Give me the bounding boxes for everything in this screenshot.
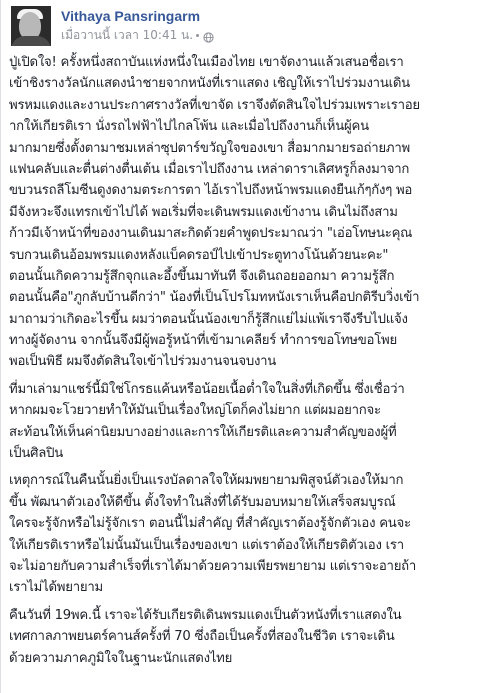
post-paragraph xyxy=(9,52,493,373)
text-line: ตอนนั้นเกิดความรู้สึกจุกและอึ้งขึ้นมาทันที จึงเดินถอยออกมา ความรู้สึก xyxy=(9,268,395,284)
text-line: เทศกาลภาพยนตร์คานส์ครั้งที่ 70 ซึ่งถือเป็นครั้งที่สองในชีวิต เราจะเดิน xyxy=(9,629,395,645)
text-line: มาถามว่าเกิดอะไรขึ้น ผมว่าตอนนั้นน้องเขาก็รู้สึกแย่ไม่แพ้เราจึงรีบไปแจ้ง xyxy=(9,311,408,327)
post-timestamp-row xyxy=(61,26,214,44)
text-line: สะท้อนให้เห็นค่านิยมบางอย่างและการให้เกียรติและความสำคัญของผู้ที่ xyxy=(9,424,397,440)
post-paragraph xyxy=(9,470,493,598)
text-line: ด้วยความภาคภูมิใจในฐานะนักแสดงไทย xyxy=(9,650,233,666)
text-line: รบกวนเดินอ้อมพรมแดงหลังแบ็คดรอป์ไปเข้าประตูทางโน้นด้วยนะคะ" xyxy=(9,247,389,263)
text-line: ก้าวมีเจ้าหน้าที่ของงานเดินมาสะกิดด้วยคำพูดประมาณว่า "เอ่อโทษนะคุณ xyxy=(9,226,413,242)
text-line: ทางผู้จัดงาน จากนั้นจึงมีผู้พอรู้หน้าที่เข้ามาเคลียร์ ทำการขอโทษขอโพย xyxy=(9,333,397,349)
text-line: มีจังหวะจึงแทรกเข้าไปได้ พอเริ่มที่จะเดินพรมแดงเข้างาน เดินไม่ถึงสาม xyxy=(9,204,398,220)
text-line: พอเป็นพิธี ผมจึงตัดสินใจเข้าไปร่วมงานจนจบงาน xyxy=(9,354,277,370)
text-line: เหตุการณ์ในคืนนั้นยิ่งเป็นแรงบัลดาลใจให้ผมพยายามพิสูจน์ตัวเองให้มาก xyxy=(9,473,404,489)
globe-icon[interactable] xyxy=(203,30,214,41)
post-paragraph xyxy=(9,605,493,669)
text-line: ตอนนั้นคือ"ภูกลับบ้านดีกว่า" น้องที่เป็นโปรโมทหนังเราเห็นคือปกติรีบวิ่งเข้า xyxy=(9,290,420,306)
post-header xyxy=(11,6,214,46)
text-line: ขบวนรถลีโมซีนดูงดงามตระการตา ไอ้เราไปถึงหน้าพรมแดงยืนเก้ๆกังๆ พอ xyxy=(9,183,413,199)
author-name[interactable]: Vithaya Pansringarm xyxy=(61,8,201,24)
text-line: จะไม่อายกับความสำเร็จที่เราได้มาด้วยความเพียรพยายาม แต่เราจะอายถ้า xyxy=(9,558,417,574)
text-line: ที่มาเล่ามาแชร์นี้มิใช่โกรธแค้นหรือน้อยเนื้อต่ำใจในสิ่งที่เกิดขึ้น ซึ่งเชื่อว่า xyxy=(9,381,405,397)
text-line: พรหมแดงและงานประกาศรางวัลที่เขาจัด เราจึงตัดสินใจไปร่วมเพราะเราอย xyxy=(9,97,420,113)
text-line: มากมายซึ่งตั้งตามาชมเหล่าซุปตาร์ขวัญใจของเขา สื่อมากมายรอถ่ายภาพ xyxy=(9,140,410,156)
text-line: ใครจะรู้จักหรือไม่รู้จักเรา ตอนนี้ไม่สำคัญ ที่สำคัญเราต้องรู้จักตัวเอง คนจะ xyxy=(9,516,411,532)
text-line: เราไม่ได้พยายาม xyxy=(9,580,103,596)
text-line: เป็นศิลปิน xyxy=(9,446,63,462)
text-line: แฟนคลับและตื่นต่างตื่นเต้น เมื่อเราไปถึงงาน เหล่าดาราเลิศหรูก็ลงมาจาก xyxy=(9,161,410,177)
separator-dot xyxy=(196,34,199,37)
post-timestamp[interactable]: เมื่อวานนี้ เวลา 10:41 น. xyxy=(61,28,194,42)
text-line: ให้เกียรติเราหรือไม่นั้นมันเป็นเรื่องของเขา แต่เราต้องให้เกียรติตัวเอง เรา xyxy=(9,537,404,553)
post-paragraph xyxy=(9,379,493,465)
avatar[interactable] xyxy=(11,6,51,46)
text-line: หากผมจะโวยวายทำให้มันเป็นเรื่องใหญ่โตก็คงไม่ยาก แต่ผมอยากจะ xyxy=(9,403,381,419)
text-line: ปู่เปิดใจ! ครั้งหนึ่งสถาบันแห่งหนึ่งในเมืองไทย เขาจัดงานแล้วเสนอชื่อเรา xyxy=(9,55,404,70)
post-meta xyxy=(61,7,214,44)
post-text xyxy=(9,52,493,669)
text-line: ากให้เกียรติเรา นั่งรถไฟฟ้าไปไกลโพ้น และเมื่อไปถึงงานก็เห็นผู้คน xyxy=(9,119,369,135)
text-line: คืนวันที่ 19พค.นี้ เราจะได้รับเกียรติเดินพรมแดงเป็นตัวหนังที่เราแสดงใน xyxy=(9,607,402,623)
text-line: เข้าชิงรางวัลนักแสดงนำชายจากหนังที่เราแสดง เชิญให้เราไปร่วมงานเดิน xyxy=(9,76,410,92)
text-line: ขึ้น พัฒนาตัวเองให้ดีขึ้น ตั้งใจทำในสิ่งที่ได้รับมอบหมายให้เสร็จสมบูรณ์ xyxy=(9,494,396,510)
